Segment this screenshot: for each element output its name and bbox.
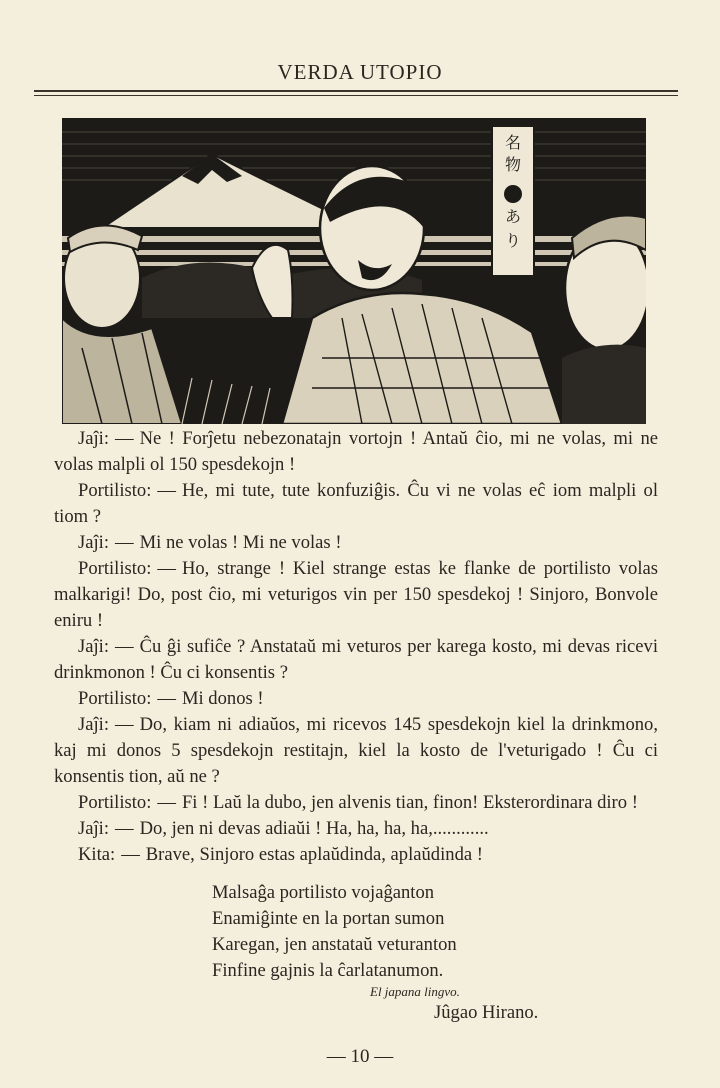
speaker-name: Portilisto: [78, 480, 152, 501]
poem-line: Enamiĝinte en la portan sumon [212, 908, 445, 929]
speaker-name: Portilisto: [78, 792, 152, 813]
sign-char-1: 名 [504, 133, 522, 152]
poem-line: Finfine gajnis la ĉarlatanumon. [212, 960, 444, 981]
dialogue-text: Ho, strange ! Kiel strange estas ke flanke de portilisto volas malkarigi! Do, post ĉio, mi veturigos vin per 150 spesdekoj ! Sinjoro, Bonvole eniru ! [54, 558, 658, 631]
header-rule-thick [34, 90, 678, 92]
speaker-name: Kita: [78, 844, 116, 865]
dialogue-line: Portilisto: — Mi donos ! [78, 688, 264, 709]
speaker-name: Jaĵi: [78, 428, 109, 449]
dialogue-line: Portilisto: — He, mi tute, tute konfuziĝis. Ĉu vi ne volas eĉ iom malpli ol tiom ? [54, 480, 658, 527]
page-number: — 10 — [326, 1046, 394, 1067]
header-rule-thin [34, 95, 678, 96]
running-header: VERDA UTOPIO [277, 60, 443, 84]
dialogue-line: Jaĵi: — Do, kiam ni adiaŭos, mi ricevos 145 spesdekojn kiel la drinkmono, kaj mi donos 5 spesdekojn restitajn, kiel la kosto de l'veturigado ! Ĉu ci konsentis tion, aŭ ne ? [54, 714, 658, 787]
author-signature: Jûgao Hirano. [434, 1002, 539, 1023]
dialogue-text: Fi ! Laŭ la dubo, jen alvenis tian, finon! Eksterordinara diro ! [181, 792, 638, 813]
dialogue-line: Portilisto: — Fi ! Laŭ la dubo, jen alvenis tian, finon! Eksterordinara diro ! [78, 792, 638, 813]
dialogue-line: Kita: — Brave, Sinjoro estas aplaŭdinda, aplaŭdinda ! [78, 844, 483, 865]
woodcut-illustration [62, 118, 646, 424]
dialogue-text: Mi donos ! [181, 688, 264, 709]
speaker-name: Jaĵi: [78, 532, 109, 553]
speaker-name: Portilisto: [78, 688, 152, 709]
dialogue-text: Do, jen ni devas adiaŭi ! Ha, ha, ha, ha,............ [139, 818, 489, 839]
dialogue-line: Jaĵi: — Do, jen ni devas adiaŭi ! Ha, ha, ha, ha,............ [78, 818, 489, 839]
dialogue-text: Mi ne volas ! Mi ne volas ! [139, 532, 342, 553]
speaker-name: Jaĵi: [78, 818, 109, 839]
dialogue-text: He, mi tute, tute konfuziĝis. Ĉu vi ne volas eĉ iom malpli ol tiom ? [54, 480, 658, 527]
speaker-name: Jaĵi: [78, 636, 109, 657]
dialogue-body [54, 426, 658, 868]
speaker-name: Portilisto: [78, 558, 152, 579]
poem-stanza [212, 880, 457, 984]
poem-line: Karegan, jen anstataŭ veturanton [212, 934, 457, 955]
sign-char-3: あ [504, 207, 522, 226]
dialogue-line: Jaĵi: — Ne ! Forĵetu nebezonatajn vortojn ! Antaŭ ĉio, mi ne volas, mi ne volas malpli ol 150 spesdekojn ! [54, 428, 658, 475]
dialogue-line: Jaĵi: — Ĉu ĝi sufiĉe ? Anstataŭ mi veturos per karega kosto, mi devas ricevi drinkmonon ! Ĉu ci konsentis ? [54, 636, 658, 683]
dialogue-text: Ne ! Forĵetu nebezonatajn vortojn ! Antaŭ ĉio, mi ne volas, mi ne volas malpli ol 150 spesdekojn ! [54, 428, 658, 475]
poem-line: Malsaĝa portilisto vojaĝanton [212, 882, 435, 903]
dialogue-text: Do, kiam ni adiaŭos, mi ricevos 145 spesdekojn kiel la drinkmono, kaj mi donos 5 spesdekojn restitajn, kiel la kosto de l'veturigado ! Ĉu ci konsentis tion, aŭ ne ? [54, 714, 658, 787]
speaker-name: Jaĵi: [78, 714, 109, 735]
dialogue-line: Jaĵi: — Mi ne volas ! Mi ne volas ! [78, 532, 342, 553]
illustration-drawing [62, 118, 646, 424]
translation-note: El japana lingvo. [370, 984, 460, 999]
dialogue-text: Brave, Sinjoro estas aplaŭdinda, aplaŭdinda ! [145, 844, 483, 865]
sign-char-2: 物 [504, 155, 522, 174]
sign-char-4: り [504, 231, 522, 250]
dialogue-line: Portilisto: — Ho, strange ! Kiel strange estas ke flanke de portilisto volas malkarigi! Do, post ĉio, mi veturigos vin per 150 spesdekoj ! Sinjoro, Bonvole eniru ! [54, 558, 658, 631]
dialogue-text: Ĉu ĝi sufiĉe ? Anstataŭ mi veturos per karega kosto, mi devas ricevi drinkmonon ! Ĉu ci konsentis ? [54, 636, 658, 683]
